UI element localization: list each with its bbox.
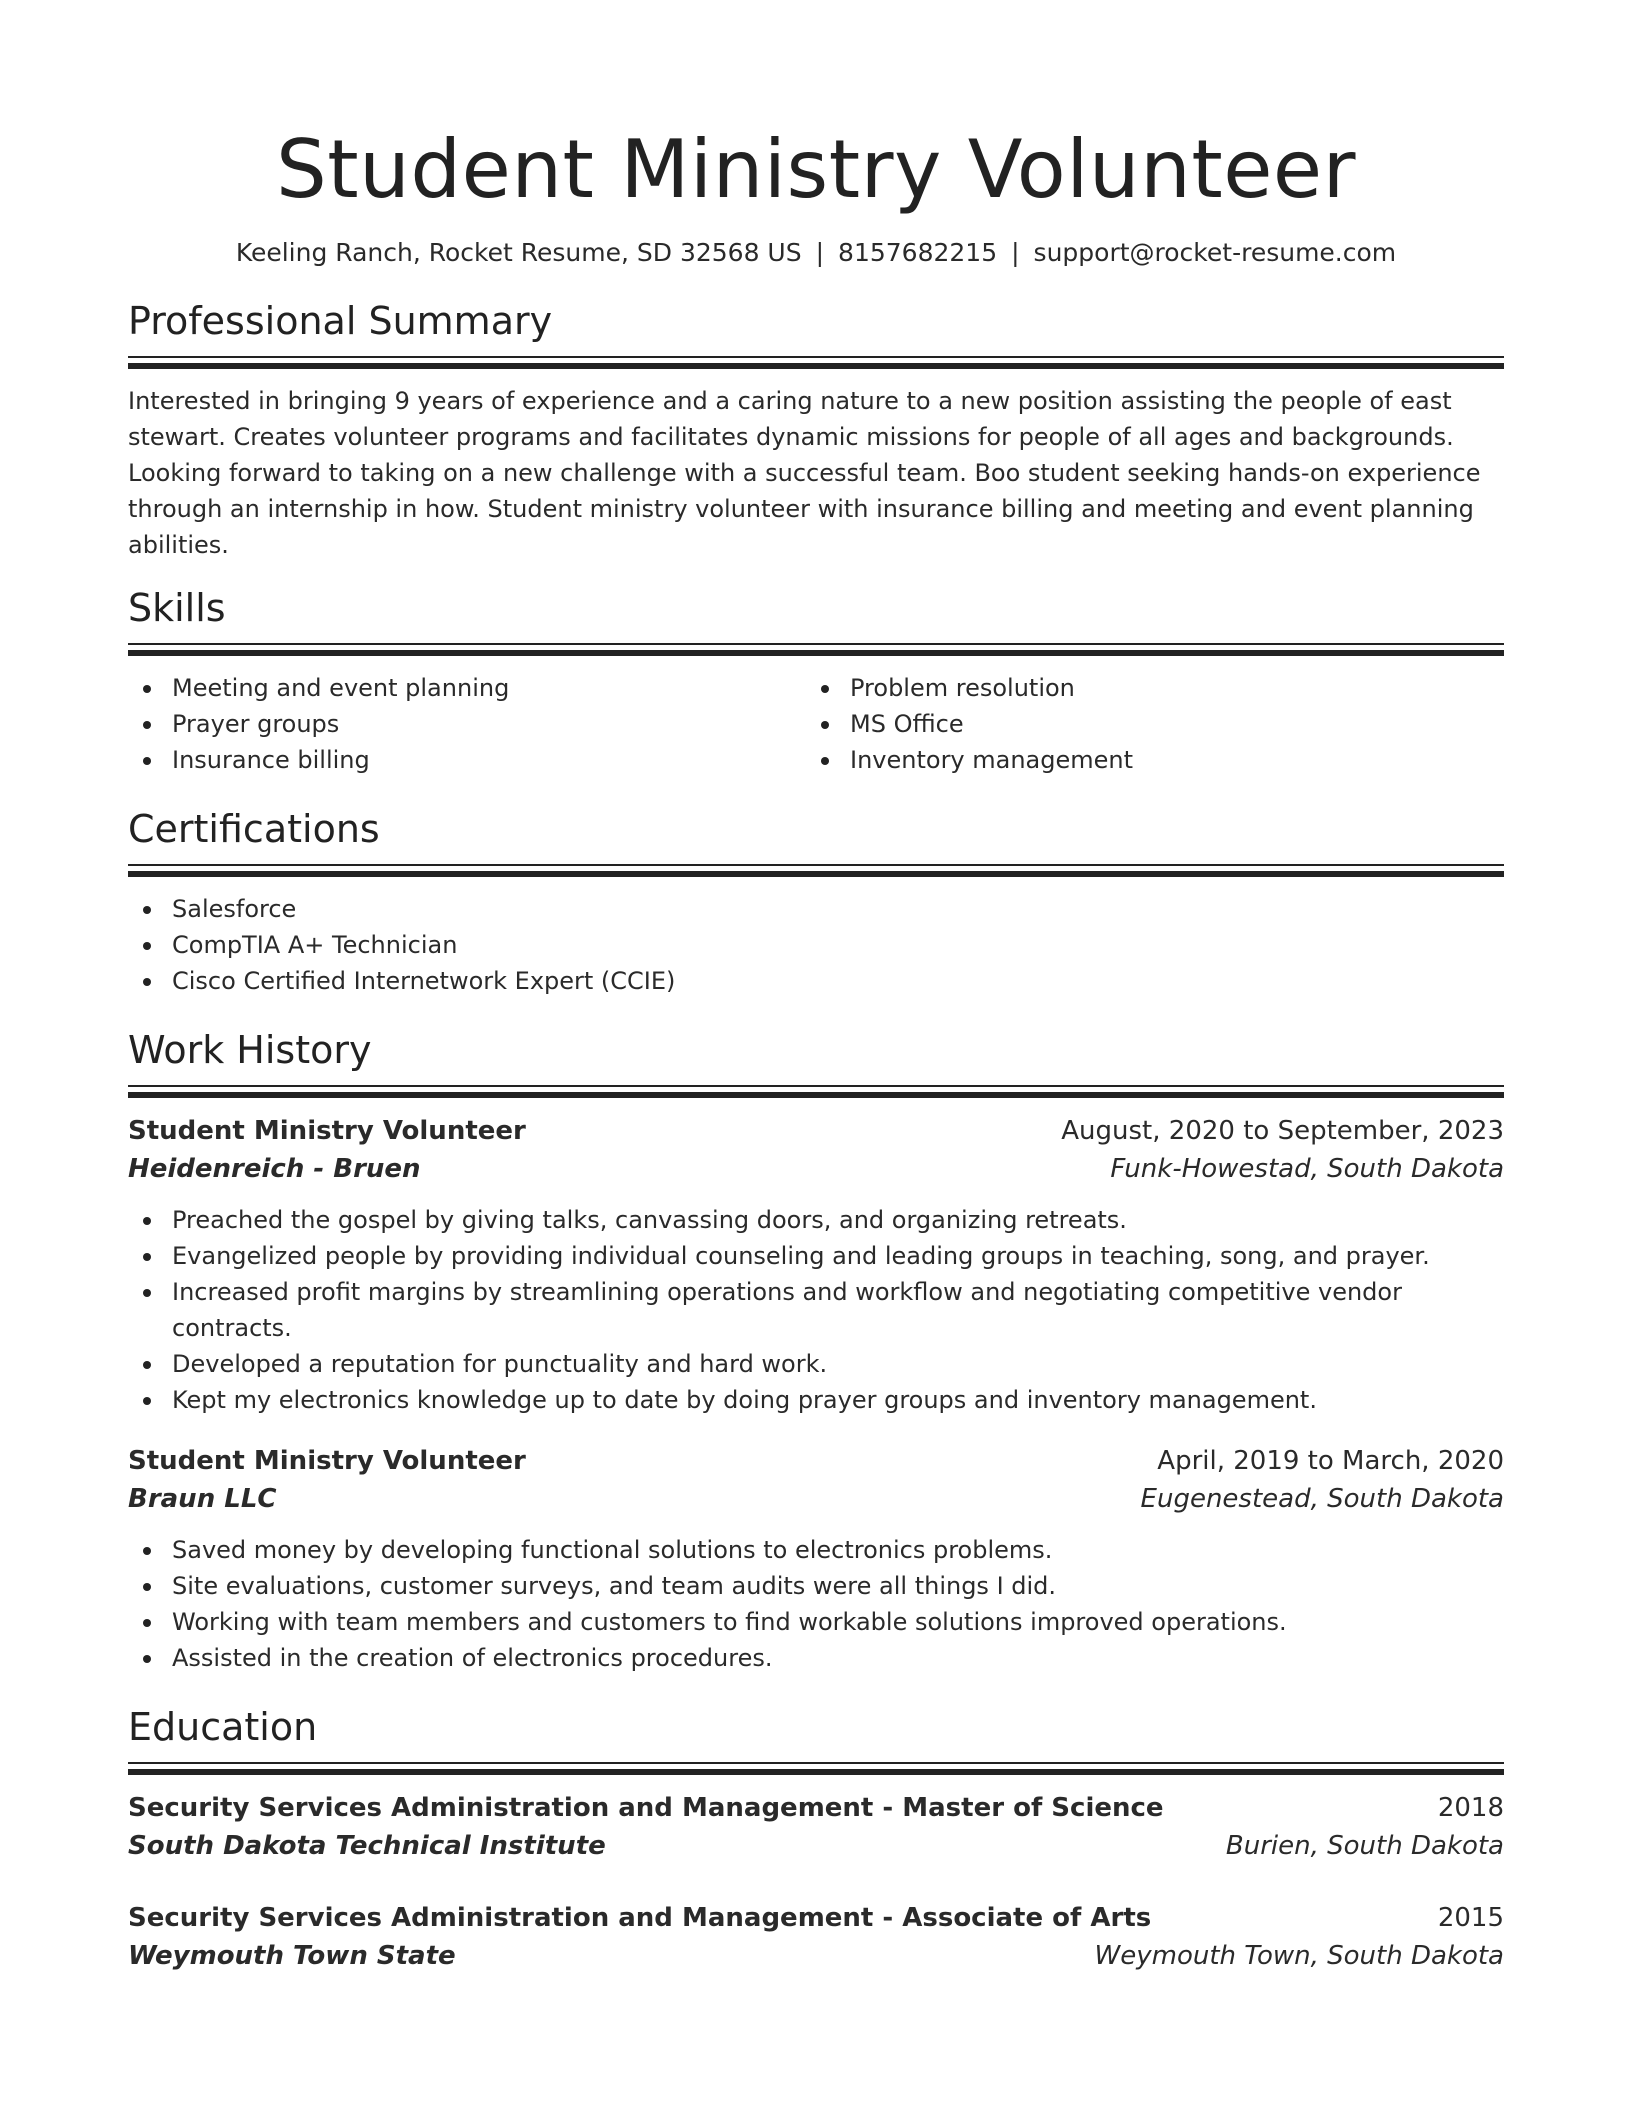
skills-section xyxy=(128,585,1504,778)
education-section xyxy=(128,1704,1504,1975)
job-company-row xyxy=(128,1150,1504,1188)
education-school: Weymouth Town State xyxy=(128,1941,456,1971)
job-title: Student Ministry Volunteer xyxy=(128,1446,526,1476)
education-header-row xyxy=(128,1899,1504,1937)
certification-item: CompTIA A+ Technician xyxy=(128,927,1504,963)
skill-item: Meeting and event planning xyxy=(128,670,806,706)
certifications-list xyxy=(128,891,1504,999)
contact-separator: | xyxy=(815,238,825,267)
job-company: Braun LLC xyxy=(128,1484,277,1514)
certification-item: Cisco Certified Internetwork Expert (CCIE) xyxy=(128,963,1504,999)
section-divider xyxy=(128,1762,1504,1775)
education-heading: Education xyxy=(128,1705,318,1749)
summary-text: Interested in bringing 9 years of experience and a caring nature to a new position assisting the people of east stewart. Creates volunteer programs and facilitates dynamic missions for people of all ages and backgrounds. Looking forward to taking on a new challenge with a successful team. Boo student seeking hands-on experience through an internship in how. Student ministry volunteer with insurance billing and meeting and event planning abilities. xyxy=(128,387,1481,559)
job-bullet: Increased profit margins by streamlining operations and workflow and negotiating competitive vendor contracts. xyxy=(128,1274,1504,1346)
education-year: 2018 xyxy=(1437,1793,1504,1823)
education-school: South Dakota Technical Institute xyxy=(128,1831,606,1861)
job-entry xyxy=(128,1442,1504,1676)
skill-item: Insurance billing xyxy=(128,742,806,778)
job-bullets xyxy=(128,1532,1504,1676)
work-history-heading: Work History xyxy=(128,1028,372,1072)
job-location: Eugenestead, South Dakota xyxy=(1140,1484,1504,1514)
skill-item: Prayer groups xyxy=(128,706,806,742)
education-location: Burien, South Dakota xyxy=(1225,1831,1504,1861)
education-school-row xyxy=(128,1827,1504,1865)
job-bullet: Assisted in the creation of electronics procedures. xyxy=(128,1640,1504,1676)
section-divider xyxy=(128,864,1504,877)
education-year: 2015 xyxy=(1437,1903,1504,1933)
job-entry xyxy=(128,1112,1504,1418)
work-history-section xyxy=(128,1027,1504,1676)
job-header-row xyxy=(128,1442,1504,1480)
section-divider xyxy=(128,643,1504,656)
section-divider xyxy=(128,356,1504,369)
job-dates: August, 2020 to September, 2023 xyxy=(1061,1116,1504,1146)
education-degree: Security Services Administration and Management - Master of Science xyxy=(128,1793,1164,1823)
job-location: Funk-Howestad, South Dakota xyxy=(1110,1154,1504,1184)
skill-item: Inventory management xyxy=(806,742,1484,778)
education-entry xyxy=(128,1899,1504,1975)
education-degree: Security Services Administration and Management - Associate of Arts xyxy=(128,1903,1152,1933)
education-entry xyxy=(128,1789,1504,1865)
job-company-row xyxy=(128,1480,1504,1518)
certifications-section xyxy=(128,806,1504,999)
skills-heading: Skills xyxy=(128,586,226,630)
summary-section xyxy=(128,298,1504,563)
resume-page xyxy=(128,0,1504,1975)
section-divider xyxy=(128,1085,1504,1098)
job-company: Heidenreich - Bruen xyxy=(128,1154,421,1184)
job-dates: April, 2019 to March, 2020 xyxy=(1157,1446,1504,1476)
job-bullet: Kept my electronics knowledge up to date by doing prayer groups and inventory management. xyxy=(128,1382,1504,1418)
job-bullet: Saved money by developing functional solutions to electronics problems. xyxy=(128,1532,1504,1568)
job-bullet: Preached the gospel by giving talks, canvassing doors, and organizing retreats. xyxy=(128,1202,1504,1238)
skills-grid xyxy=(128,670,1504,778)
skill-item: MS Office xyxy=(806,706,1484,742)
contact-address: Keeling Ranch, Rocket Resume, SD 32568 US xyxy=(235,238,802,267)
job-bullet: Site evaluations, customer surveys, and team audits were all things I did. xyxy=(128,1568,1504,1604)
skills-left-column xyxy=(128,670,806,778)
education-school-row xyxy=(128,1937,1504,1975)
contact-phone: 8157682215 xyxy=(838,238,998,267)
education-location: Weymouth Town, South Dakota xyxy=(1094,1941,1504,1971)
candidate-name: Student Ministry Volunteer xyxy=(275,123,1357,216)
job-header-row xyxy=(128,1112,1504,1150)
contact-email: support@rocket-resume.com xyxy=(1033,238,1397,267)
job-bullets xyxy=(128,1202,1504,1418)
education-header-row xyxy=(128,1789,1504,1827)
contact-separator: | xyxy=(1011,238,1020,267)
summary-heading: Professional Summary xyxy=(128,299,553,343)
skill-item: Problem resolution xyxy=(806,670,1484,706)
skills-right-column xyxy=(806,670,1484,778)
job-bullet: Developed a reputation for punctuality and hard work. xyxy=(128,1346,1504,1382)
job-bullet: Working with team members and customers to find workable solutions improved operations. xyxy=(128,1604,1504,1640)
certifications-heading: Certifications xyxy=(128,807,380,851)
job-bullet: Evangelized people by providing individual counseling and leading groups in teaching, song, and prayer. xyxy=(128,1238,1504,1274)
certification-item: Salesforce xyxy=(128,891,1504,927)
contact-line xyxy=(128,236,1504,270)
job-title: Student Ministry Volunteer xyxy=(128,1116,526,1146)
